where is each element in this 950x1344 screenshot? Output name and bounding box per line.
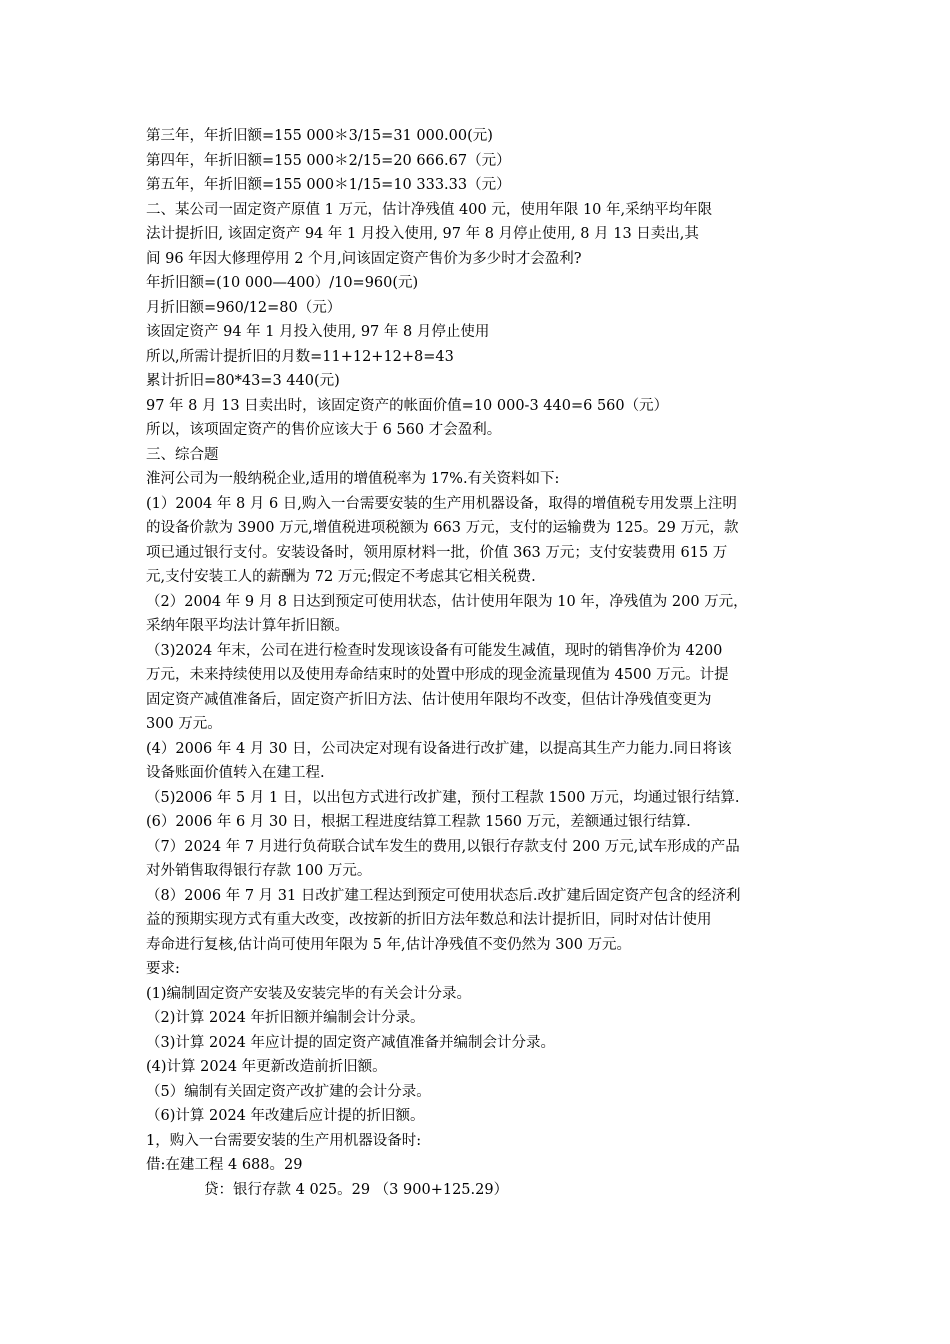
text-line: 对外销售取得银行存款 100 万元。 — [146, 863, 372, 879]
text-line: (6）2006 年 6 月 30 日，根据工程进度结算工程款 1560 万元，差额通过银行结算. — [146, 814, 691, 830]
text-line: （8）2006 年 7 月 31 日改扩建工程达到预定可使用状态后.改扩建后固定资产包含的经济利 — [146, 887, 741, 904]
text-line: 300 万元。 — [146, 716, 222, 732]
requirement-item: （2)计算 2024 年折旧额并编制会计分录。 — [146, 1010, 425, 1026]
text-line: 该固定资产 94 年 1 月投入使用, 97 年 8 月停止使用 — [146, 324, 490, 340]
section-heading-three: 三、综合题 — [146, 446, 219, 463]
text-line: 设备账面价值转入在建工程. — [146, 765, 325, 781]
text-line: 寿命进行复核,估计尚可使用年限为 5 年,估计净残值不变仍然为 300 万元。 — [146, 936, 632, 953]
requirement-item: （3)计算 2024 年应计提的固定资产减值准备并编制会计分录。 — [146, 1034, 555, 1051]
requirement-item: （5）编制有关固定资产改扩建的会计分录。 — [146, 1083, 431, 1100]
text-line: 年折旧额=(10 000—400）/10=960(元) — [146, 275, 419, 291]
text-line: 第三年，年折旧额=155 000＊3/15=31 000.00(元) — [146, 128, 493, 144]
text-line: 第五年，年折旧额=155 000＊1/15=10 333.33（元） — [146, 177, 511, 193]
text-line: 元,支付安装工人的薪酬为 72 万元;假定不考虑其它相关税费. — [146, 569, 536, 585]
text-line: 97 年 8 月 13 日卖出时，该固定资产的帐面价值=10 000-3 440=6 560（元） — [146, 397, 669, 414]
text-line: 淮河公司为一般纳税企业,适用的增值税率为 17%.有关资料如下: — [146, 471, 560, 487]
text-line: 万元，未来持续使用以及使用寿命结束时的处置中形成的现金流量现值为 4500 万元。计提 — [146, 667, 729, 683]
answer-step: 1，购入一台需要安装的生产用机器设备时: — [146, 1132, 422, 1149]
requirements-heading: 要求: — [146, 961, 180, 977]
text-line: 第四年，年折旧额=155 000＊2/15=20 666.67（元） — [146, 152, 511, 169]
text-line: （5)2006 年 5 月 1 日，以出包方式进行改扩建，预付工程款 1500 万元，均通过银行结算. — [146, 789, 740, 806]
text-line: 月折旧额=960/12=80（元） — [146, 299, 342, 316]
text-line: 项已通过银行支付。安装设备时，领用原材料一批，价值 363 万元；支付安装费用 615 万 — [146, 544, 728, 561]
text-line: （7）2024 年 7 月进行负荷联合试车发生的费用,以银行存款支付 200 万元,试车形成的产品 — [146, 838, 740, 855]
text-line: （2）2004 年 9 月 8 日达到预定可使用状态，估计使用年限为 10 年，净残值为 200 万元， — [146, 593, 748, 610]
requirement-item: （6)计算 2024 年改建后应计提的折旧额。 — [146, 1108, 425, 1124]
text-line: (1）2004 年 8 月 6 日,购入一台需要安装的生产用机器设备，取得的增值税专用发票上注明 — [146, 495, 737, 512]
text-line: 固定资产减值准备后，固定资产折旧方法、估计使用年限均不改变，但估计净残值变更为 — [146, 691, 712, 708]
requirement-item: (1)编制固定资产安装及安装完毕的有关会计分录。 — [146, 985, 472, 1002]
text-line: （3)2024 年末，公司在进行检查时发现该设备有可能发生减值，现时的销售净价为 4200 — [146, 642, 723, 659]
text-line: 所以，该项固定资产的售价应该大于 6 560 才会盈利。 — [146, 422, 502, 438]
journal-credit: 贷：银行存款 4 025。29 （3 900+125.29） — [204, 1181, 509, 1198]
document-body — [146, 124, 810, 1202]
text-line: 的设备价款为 3900 万元,增值税进项税额为 663 万元，支付的运输费为 125。29 万元，款 — [146, 520, 739, 536]
text-line: 益的预期实现方式有重大改变，改按新的折旧方法年数总和法计提折旧，同时对估计使用 — [146, 912, 712, 928]
text-line: 法计提折旧, 该固定资产 94 年 1 月投入使用, 97 年 8 月停止使用, 8 月 13 日卖出,其 — [146, 226, 699, 242]
section-heading-two: 二、某公司一固定资产原值 1 万元，估计净残值 400 元，使用年限 10 年,采纳平均年限 — [146, 201, 713, 218]
text-line: 间 96 年因大修理停用 2 个月,问该固定资产售价为多少时才会盈利? — [146, 250, 582, 267]
text-line: (4）2006 年 4 月 30 日，公司决定对现有设备进行改扩建，以提高其生产力能力.同日将该 — [146, 740, 732, 757]
text-line: 采纳年限平均法计算年折旧额。 — [146, 618, 349, 634]
journal-debit: 借:在建工程 4 688。29 — [146, 1157, 303, 1173]
text-line: 累计折旧=80*43=3 440(元) — [146, 373, 340, 389]
text-line: 所以,所需计提折旧的月数=11+12+12+8=43 — [146, 348, 454, 365]
requirement-item: (4)计算 2024 年更新改造前折旧额。 — [146, 1059, 387, 1075]
